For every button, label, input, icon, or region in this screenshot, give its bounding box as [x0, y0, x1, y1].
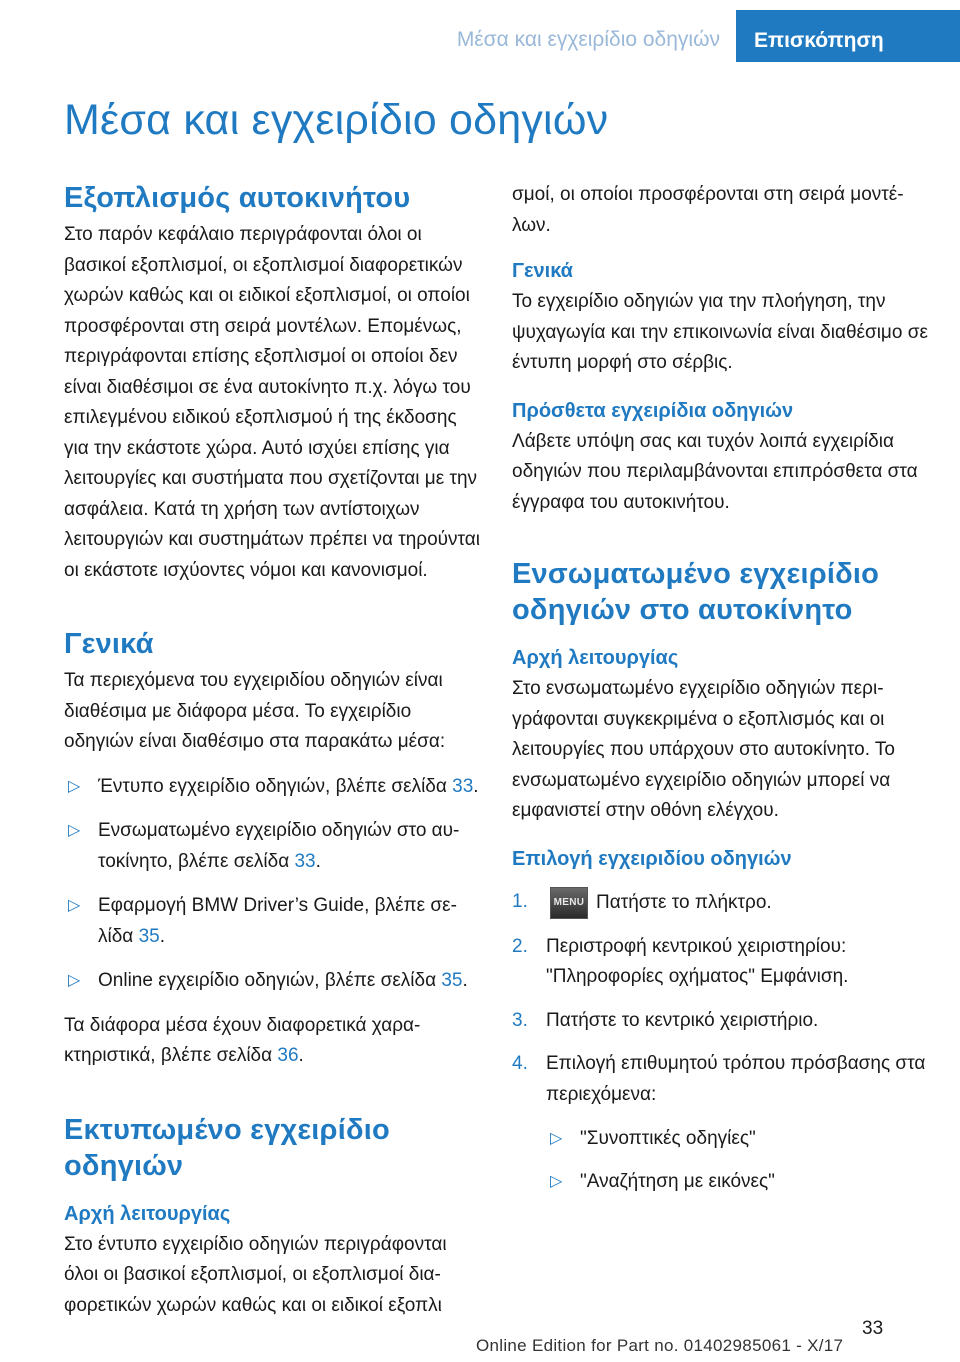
general-manual-text: Το εγχειρίδιο οδηγιών για την πλοήγηση, την ψυχαγωγία και την επικοινωνία είναι διαθέσιμο σε έντυπη μορφή στο σέρβις. — [512, 291, 928, 373]
media-features-text: Τα διάφορα μέσα έχουν διαφορετικά χαρακτηριστικά, βλέπε σελίδα 36. — [64, 1014, 421, 1066]
step-number: 3. — [512, 1009, 528, 1031]
right-column — [512, 180, 930, 1210]
subheading-general: Γενικά — [512, 260, 573, 282]
triangle-bullet-icon: ▷ — [550, 1130, 563, 1147]
subheading-select-manual: Επιλογή εγχειριδίου οδηγιών — [512, 847, 792, 870]
subheading-principle: Αρχή λειτουργίας — [64, 1202, 231, 1225]
heading-integrated-manual: Ενσωματωμένο εγχειρίδιο οδηγιών στο αυτοκίνητο — [512, 558, 880, 626]
list-item: ▷ "Αναζήτηση με εικόνες" — [546, 1167, 930, 1198]
left-column — [64, 180, 482, 1321]
step-number: 4. — [512, 1053, 528, 1074]
page-title: Μέσα και εγχειρίδιο οδηγιών — [64, 96, 609, 144]
list-item: ▷ Ενσωματωμένο εγχειρίδιο οδηγιών στο αυτοκίνητο, βλέπε σελίδα 33. — [64, 816, 482, 877]
subheading-additional-manuals: Πρόσθετα εγχειρίδια οδηγιών — [512, 399, 794, 422]
step-number: 1. — [512, 890, 528, 912]
page-link[interactable]: 35 — [138, 925, 160, 947]
list-item: ▷ Εφαρμογή BMW Driver’s Guide, βλέπε σελίδα 35. — [64, 891, 482, 952]
page-link[interactable]: 36 — [277, 1045, 299, 1066]
triangle-bullet-icon: ▷ — [68, 822, 81, 839]
printed-manual-text: Στο έντυπο εγχειρίδιο οδηγιών περιγράφονται όλοι οι βασικοί εξοπλισμοί, οι εξοπλισμοί διαφορετικών χωρών καθώς και οι ειδικοί εξοπλι — [64, 1233, 447, 1316]
general-text: Τα περιεχόμενα του εγχειριδίου οδηγιών είναι διαθέσιμα με διάφορα μέσα. Το εγχειρίδιο οδηγιών είναι διαθέσιμο στα παρακάτω μέσα: — [64, 670, 446, 752]
subheading-principle: Αρχή λειτουργίας — [512, 647, 679, 669]
list-item: ▷ "Συνοπτικές οδηγίες" — [546, 1124, 930, 1155]
footer-edition: Online Edition for Part no. 01402985061 - X/17 — [476, 1336, 844, 1355]
media-list — [64, 772, 482, 997]
steps-list — [512, 887, 930, 1198]
page-header — [0, 0, 960, 62]
list-item: ▷ Έντυπο εγχειρίδιο οδηγιών, βλέπε σελίδα 33. — [64, 772, 482, 803]
heading-general: Γενικά — [64, 628, 154, 660]
triangle-bullet-icon: ▷ — [68, 897, 81, 914]
triangle-bullet-icon: ▷ — [68, 972, 81, 989]
integrated-manual-text: Στο ενσωματωμένο εγχειρίδιο οδηγιών περιγράφονται συγκεκριμένα ο εξοπλισμός και οι λειτουργίες που υπάρχουν στο αυτοκίνητο. Το ενσωματωμένο εγχειρίδιο οδηγιών μπορεί να εμφανιστεί στην οθόνη ελέγχου. — [512, 678, 895, 821]
access-options-list — [546, 1124, 930, 1197]
vehicle-equipment-text: Στο παρόν κεφάλαιο περιγράφονται όλοι οι βασικοί εξοπλισμοί, οι εξοπλισμοί διαφορετικών χωρών καθώς και οι ειδικοί εξοπλισμοί, οι οποίοι προσφέρονται στη σειρά μοντέλων. Επομένως, περιγράφονται επίσης εξοπλισμοί οι οποίοι δεν είναι διαθέσιμοι σε ένα αυτοκίνητο π.χ. λόγω του επιλεγμένου ειδικού εξοπλισμού ή της έκδοσης για την εκάστοτε χώρα. Αυτό ισχύει επίσης για λειτουργίες και συστήματα που σχετίζονται με την ασφάλεια. Κατά τη χρήση των αντίστοιχων λειτουργιών και συστημάτων πρέπει να τηρούνται οι εκάστοτε ισχύοντες νόμοι και κανονισμοί. — [64, 224, 480, 581]
list-item: ▷ Online εγχειρίδιο οδηγιών, βλέπε σελίδα 35. — [64, 966, 482, 997]
header-section-tab: Επισκόπηση — [736, 10, 960, 62]
step-item: 1. MENU Πατήστε το πλήκτρο. — [512, 887, 930, 919]
step-item: 4. Επιλογή επιθυμητού τρόπου πρόσβασης στα περιεχόμενα: ▷ "Συνοπτικές οδηγίες" ▷ "Αναζήτηση με εικόνες" — [512, 1049, 930, 1197]
step-item: 2. Περιστροφή κεντρικού χειριστηρίου: "Πληροφορίες οχήματος" Εμφάνιση. — [512, 932, 930, 993]
heading-printed-manual: Εκτυπωμένο εγχειρίδιο οδηγιών — [64, 1113, 390, 1182]
page-link[interactable]: 33 — [294, 850, 316, 872]
continued-text: σμοί, οι οποίοι προσφέρονται στη σειρά μοντέλων. — [512, 184, 904, 236]
page-number: 33 — [862, 1318, 884, 1339]
triangle-bullet-icon: ▷ — [68, 777, 81, 795]
page-link[interactable]: 33 — [452, 775, 474, 797]
step-number: 2. — [512, 935, 528, 957]
menu-button-icon: MENU — [550, 887, 588, 919]
header-breadcrumb: Μέσα και εγχειρίδιο οδηγιών — [456, 28, 720, 51]
triangle-bullet-icon: ▷ — [550, 1172, 563, 1190]
step-item: 3. Πατήστε το κεντρικό χειριστήριο. — [512, 1006, 930, 1037]
heading-vehicle-equipment: Εξοπλισμός αυτοκινήτου — [64, 182, 411, 214]
additional-manuals-text: Λάβετε υπόψη σας και τυχόν λοιπά εγχειρίδια οδηγιών που περιλαμβάνονται επιπρόσθετα στα έγγραφα του αυτοκινήτου. — [512, 430, 918, 513]
page-link[interactable]: 35 — [441, 970, 463, 991]
